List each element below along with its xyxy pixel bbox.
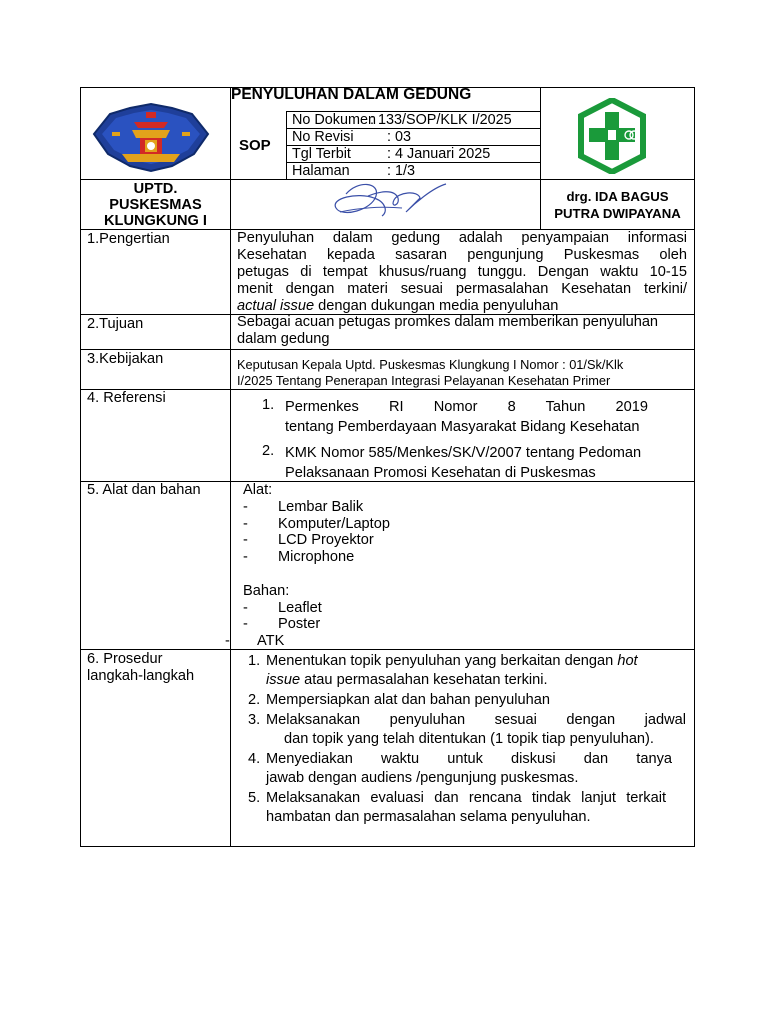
bahan-item-atk: ATK <box>257 633 285 649</box>
section-label-prosedur: 6. Prosedur langkah-langkah <box>87 651 195 684</box>
prosedur-step-5: Melaksanakan evaluasi dan rencana tindak lanjut terkait hambatan dan permasalahan selama penyuluhan. <box>266 790 666 825</box>
alat-heading: Alat: <box>243 482 273 498</box>
prosedur-number-5: 5. <box>248 790 261 806</box>
sop-label: SOP <box>239 137 271 154</box>
bahan-item-poster: Poster <box>278 616 321 632</box>
meta-value-no-dokumen: : 133/SOP/KLK I/2025 <box>370 112 512 128</box>
prosedur-number-2: 2. <box>248 692 261 708</box>
alat-dash-4: - <box>243 549 248 565</box>
alat-item-microphone: Microphone <box>278 549 355 565</box>
alat-dash-2: - <box>243 516 248 532</box>
section-label-kebijakan: 3.Kebijakan <box>87 351 164 367</box>
referensi-number-2: 2. <box>262 443 275 459</box>
prosedur-number-3: 3. <box>248 712 261 728</box>
page-title: PENYULUHAN DALAM GEDUNG <box>231 86 472 103</box>
meta-label-halaman: Halaman <box>292 163 350 179</box>
pengertian-text: Penyuluhan dalam gedung adalah penyampaian informasi Kesehatan kepada sasaran pengunjung Puskesmas oleh petugas di tempat khusus/ruang tunggu. Dengan waktu 10-15 menit dengan materi sesuai permasalahan Kesehatan terkini/ actual issue dengan dukungan media penyuluhan <box>237 230 687 314</box>
kebijakan-text: Keputusan Kepala Uptd. Puskesmas Klungkung I Nomor : 01/Sk/Klk I/2025 Tentang Penerapan Integrasi Pelayanan Kesehatan Primer <box>237 357 624 388</box>
puskesmas-klungkung-logo <box>88 100 214 174</box>
tujuan-text: Sebagai acuan petugas promkes dalam memberikan penyuluhan dalam gedung <box>237 314 659 347</box>
alat-item-komputer: Komputer/Laptop <box>278 516 390 532</box>
head-of-puskesmas-name: drg. IDA BAGUS PUTRA DWIPAYANA <box>554 189 681 221</box>
prosedur-step-4: Menyediakan waktu untuk diskusi dan tanya jawab dengan audiens /pengunjung puskesmas. <box>266 751 672 786</box>
meta-label-tgl-terbit: Tgl Terbit <box>292 146 351 162</box>
section-label-pengertian: 1.Pengertian <box>87 231 170 247</box>
meta-label-no-dokumen: No Dokumen <box>292 112 376 128</box>
organization-name: UPTD. PUSKESMAS KLUNGKUNG I <box>104 181 207 229</box>
referensi-number-1: 1. <box>262 397 275 413</box>
meta-value-halaman: : 1/3 <box>387 163 416 179</box>
meta-label-no-revisi: No Revisi <box>292 129 354 145</box>
bahan-item-leaflet: Leaflet <box>278 600 322 616</box>
bahan-heading: Bahan: <box>243 583 290 599</box>
puskesmas-cross-logo <box>577 98 647 174</box>
section-label-alat-bahan: 5. Alat dan bahan <box>87 482 201 498</box>
prosedur-step-1: Menentukan topik penyuluhan yang berkaitan dengan hot issue atau permasalahan kesehatan terkini. <box>266 653 638 688</box>
bahan-dash-1: - <box>243 600 248 616</box>
alat-item-lcd: LCD Proyektor <box>278 532 374 548</box>
section-label-referensi: 4. Referensi <box>87 390 166 406</box>
alat-dash-1: - <box>243 499 248 515</box>
alat-item-lembar-balik: Lembar Balik <box>278 499 364 515</box>
referensi-item-1: Permenkes RI Nomor 8 Tahun 2019 tentang Pemberdayaan Masyarakat Bidang Kesehatan <box>285 399 648 435</box>
alat-dash-3: - <box>243 532 248 548</box>
meta-value-tgl-terbit: : 4 Januari 2025 <box>387 146 491 162</box>
head-signature <box>328 178 448 224</box>
bahan-dash-2: - <box>243 616 248 632</box>
prosedur-step-3: Melaksanakan penyuluhan sesuai dengan jadwal dan topik yang telah ditentukan (1 topik tiap penyuluhan). <box>266 712 686 747</box>
prosedur-number-1: 1. <box>248 653 261 669</box>
bahan-dash-3: - <box>225 633 230 649</box>
referensi-item-2: KMK Nomor 585/Menkes/SK/V/2007 tentang Pedoman Pelaksanaan Promosi Kesehatan di Puskesmas <box>285 445 642 481</box>
prosedur-number-4: 4. <box>248 751 261 767</box>
prosedur-step-2: Mempersiapkan alat dan bahan penyuluhan <box>266 692 550 708</box>
section-label-tujuan: 2.Tujuan <box>87 316 144 332</box>
meta-value-no-revisi: : 03 <box>387 129 412 145</box>
